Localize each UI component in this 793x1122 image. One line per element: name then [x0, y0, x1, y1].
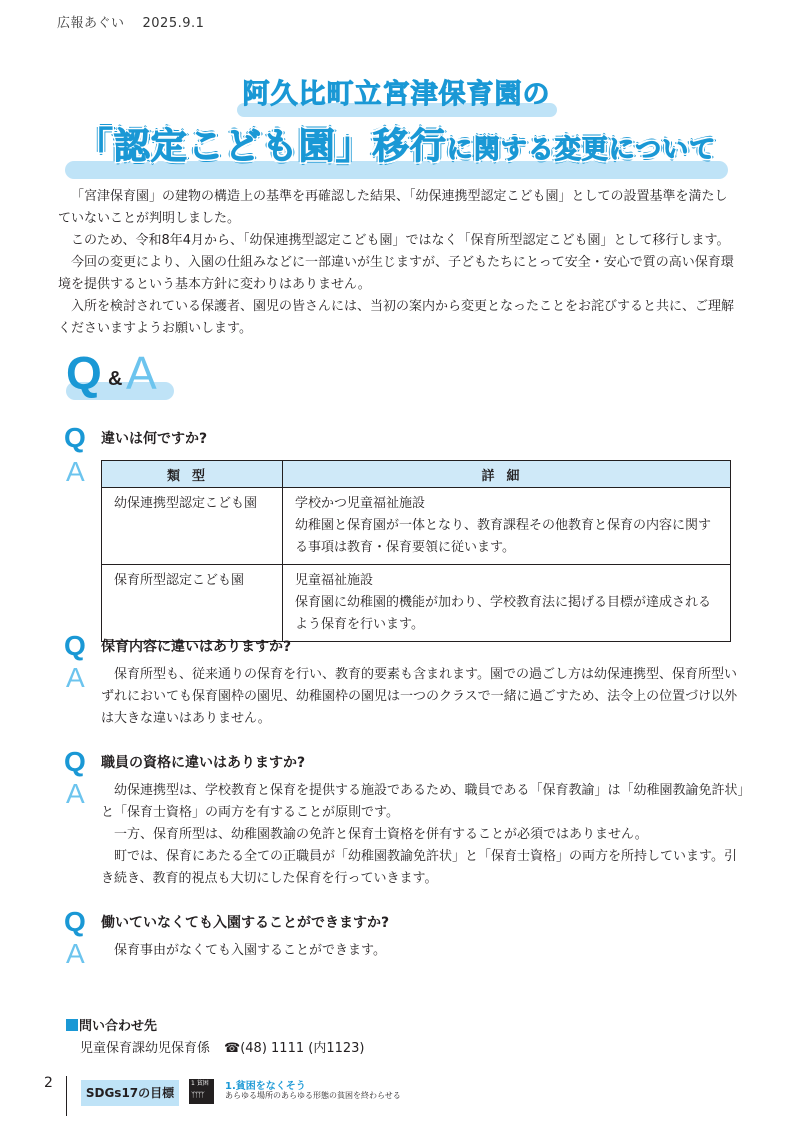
answer-paragraph: 幼保連携型は、学校教育と保育を提供する施設であるため、職員である「保育教諭」は「幼稚園教諭免許状」と「保育士資格」の両方を有することが原則です。	[101, 783, 744, 820]
answer-paragraph: 保育事由がなくても入園することができます。	[114, 943, 386, 958]
sdg-poverty-icon	[189, 1079, 214, 1104]
footer-divider	[66, 1076, 67, 1116]
a-mark-icon: A	[66, 662, 85, 693]
page-number: 2	[44, 1075, 53, 1091]
detail-line: 児童福祉施設	[295, 573, 374, 588]
contact-section	[66, 1015, 364, 1056]
sdg-subtitle: あらゆる場所のあらゆる形態の貧困を終わらせる	[225, 1091, 401, 1100]
answer-text	[101, 780, 744, 890]
table-cell-type: 幼保連携型認定こども園	[102, 488, 283, 565]
detail-line: 保育園に幼稚園的機能が加わり、学校教育法に掲げる目標が達成されるよう保育を行います。	[295, 595, 712, 632]
answer-paragraph: 町では、保育にあたる全ての正職員が「幼稚園教諭免許状」と「保育士資格」の両方を所持しています。引き続き、教育的視点も大切にした保育を行っていきます。	[101, 849, 737, 886]
q-mark-icon: Q	[64, 906, 86, 937]
question-text: 違いは何ですか?	[101, 431, 208, 447]
people-icon: ᛉᛉᛉᛉ	[191, 1091, 204, 1099]
title-line-1	[0, 72, 793, 111]
qa-logo-q: Q	[66, 347, 102, 399]
contact-department: 児童保育課幼児保育係	[80, 1041, 211, 1056]
table-cell-detail	[283, 488, 731, 565]
contact-heading-text: 問い合わせ先	[79, 1019, 158, 1034]
qa-logo-amp: &	[108, 368, 123, 390]
contact-phone: (48) 1111 (内1123)	[240, 1041, 365, 1056]
title-text-2c: に関する変更について	[446, 135, 717, 165]
sdg-icon-text: 1 貧困	[191, 1080, 209, 1087]
intro-paragraph: 「宮津保育園」の建物の構造上の基準を再確認した結果、「幼保連携型認定こども園」としての設置基準を満たしていないことが判明しました。	[58, 189, 728, 226]
title-text-2b: 移行	[372, 126, 447, 167]
qa-logo	[62, 347, 177, 402]
table-header-detail: 詳細	[283, 461, 731, 488]
table-header-row	[102, 461, 731, 488]
qa-logo-a: A	[126, 347, 157, 399]
title-text-2a: 「認定こども園」	[76, 126, 373, 167]
publication-header	[57, 12, 204, 31]
contact-line	[66, 1037, 364, 1056]
contact-heading	[66, 1015, 364, 1034]
sdg-title: 1.貧困をなくそう	[225, 1081, 306, 1092]
answer-text	[101, 664, 744, 730]
table-cell-detail	[283, 565, 731, 642]
q-mark-icon: Q	[64, 630, 86, 661]
question-text: 保育内容に違いはありますか?	[101, 639, 292, 655]
sdgs-label: SDGs17の目標	[81, 1080, 179, 1106]
title-line-2	[0, 118, 793, 169]
table-header-type: 類型	[102, 461, 283, 488]
comparison-table	[101, 460, 731, 642]
intro-text	[58, 186, 736, 340]
a-mark-icon: A	[66, 938, 85, 969]
phone-icon: ☎	[224, 1041, 241, 1056]
detail-line: 幼稚園と保育園が一体となり、教育課程その他教育と保育の内容に関する事項は教育・保育要領に従います。	[295, 518, 712, 555]
table-row	[102, 488, 731, 565]
a-mark-icon: A	[66, 456, 85, 487]
intro-paragraph: 今回の変更により、入園の仕組みなどに一部違いが生じますが、子どもたちにとって安全・安心で質の高い保育環境を提供するという基本方針に変わりはありません。	[58, 255, 734, 292]
publication-date: 2025.9.1	[142, 16, 205, 31]
table-row	[102, 565, 731, 642]
answer-text	[101, 940, 744, 962]
a-mark-icon: A	[66, 778, 85, 809]
square-bullet-icon	[66, 1019, 78, 1031]
answer-paragraph: 一方、保育所型は、幼稚園教諭の免許と保育士資格を併有することが必須ではありません。	[114, 827, 648, 842]
publication-name: 広報あぐい	[57, 16, 125, 31]
table-cell-type: 保育所型認定こども園	[102, 565, 283, 642]
title-text-1: 阿久比町立宮津保育園の	[242, 79, 551, 110]
detail-line: 学校かつ児童福祉施設	[295, 496, 426, 511]
q-mark-icon: Q	[64, 746, 86, 777]
question-text: 職員の資格に違いはありますか?	[101, 755, 306, 771]
answer-paragraph: 保育所型も、従来通りの保育を行い、教育的要素も含まれます。園での過ごし方は幼保連携型、保育所型いずれにおいても保育園枠の園児、幼稚園枠の園児は一つのクラスで一緒に過ごすため、法令上の位置づけ以外は大きな違いはありません。	[101, 667, 738, 726]
question-text: 働いていなくても入園することができますか?	[101, 915, 390, 931]
intro-paragraph: 入所を検討されている保護者、園児の皆さんには、当初の案内から変更となったことをお詫びすると共に、ご理解くださいますようお願いします。	[58, 299, 735, 336]
q-mark-icon: Q	[64, 422, 86, 453]
intro-paragraph: このため、令和8年4月から、「幼保連携型認定こども園」ではなく「保育所型認定こども園」として移行します。	[71, 233, 730, 248]
